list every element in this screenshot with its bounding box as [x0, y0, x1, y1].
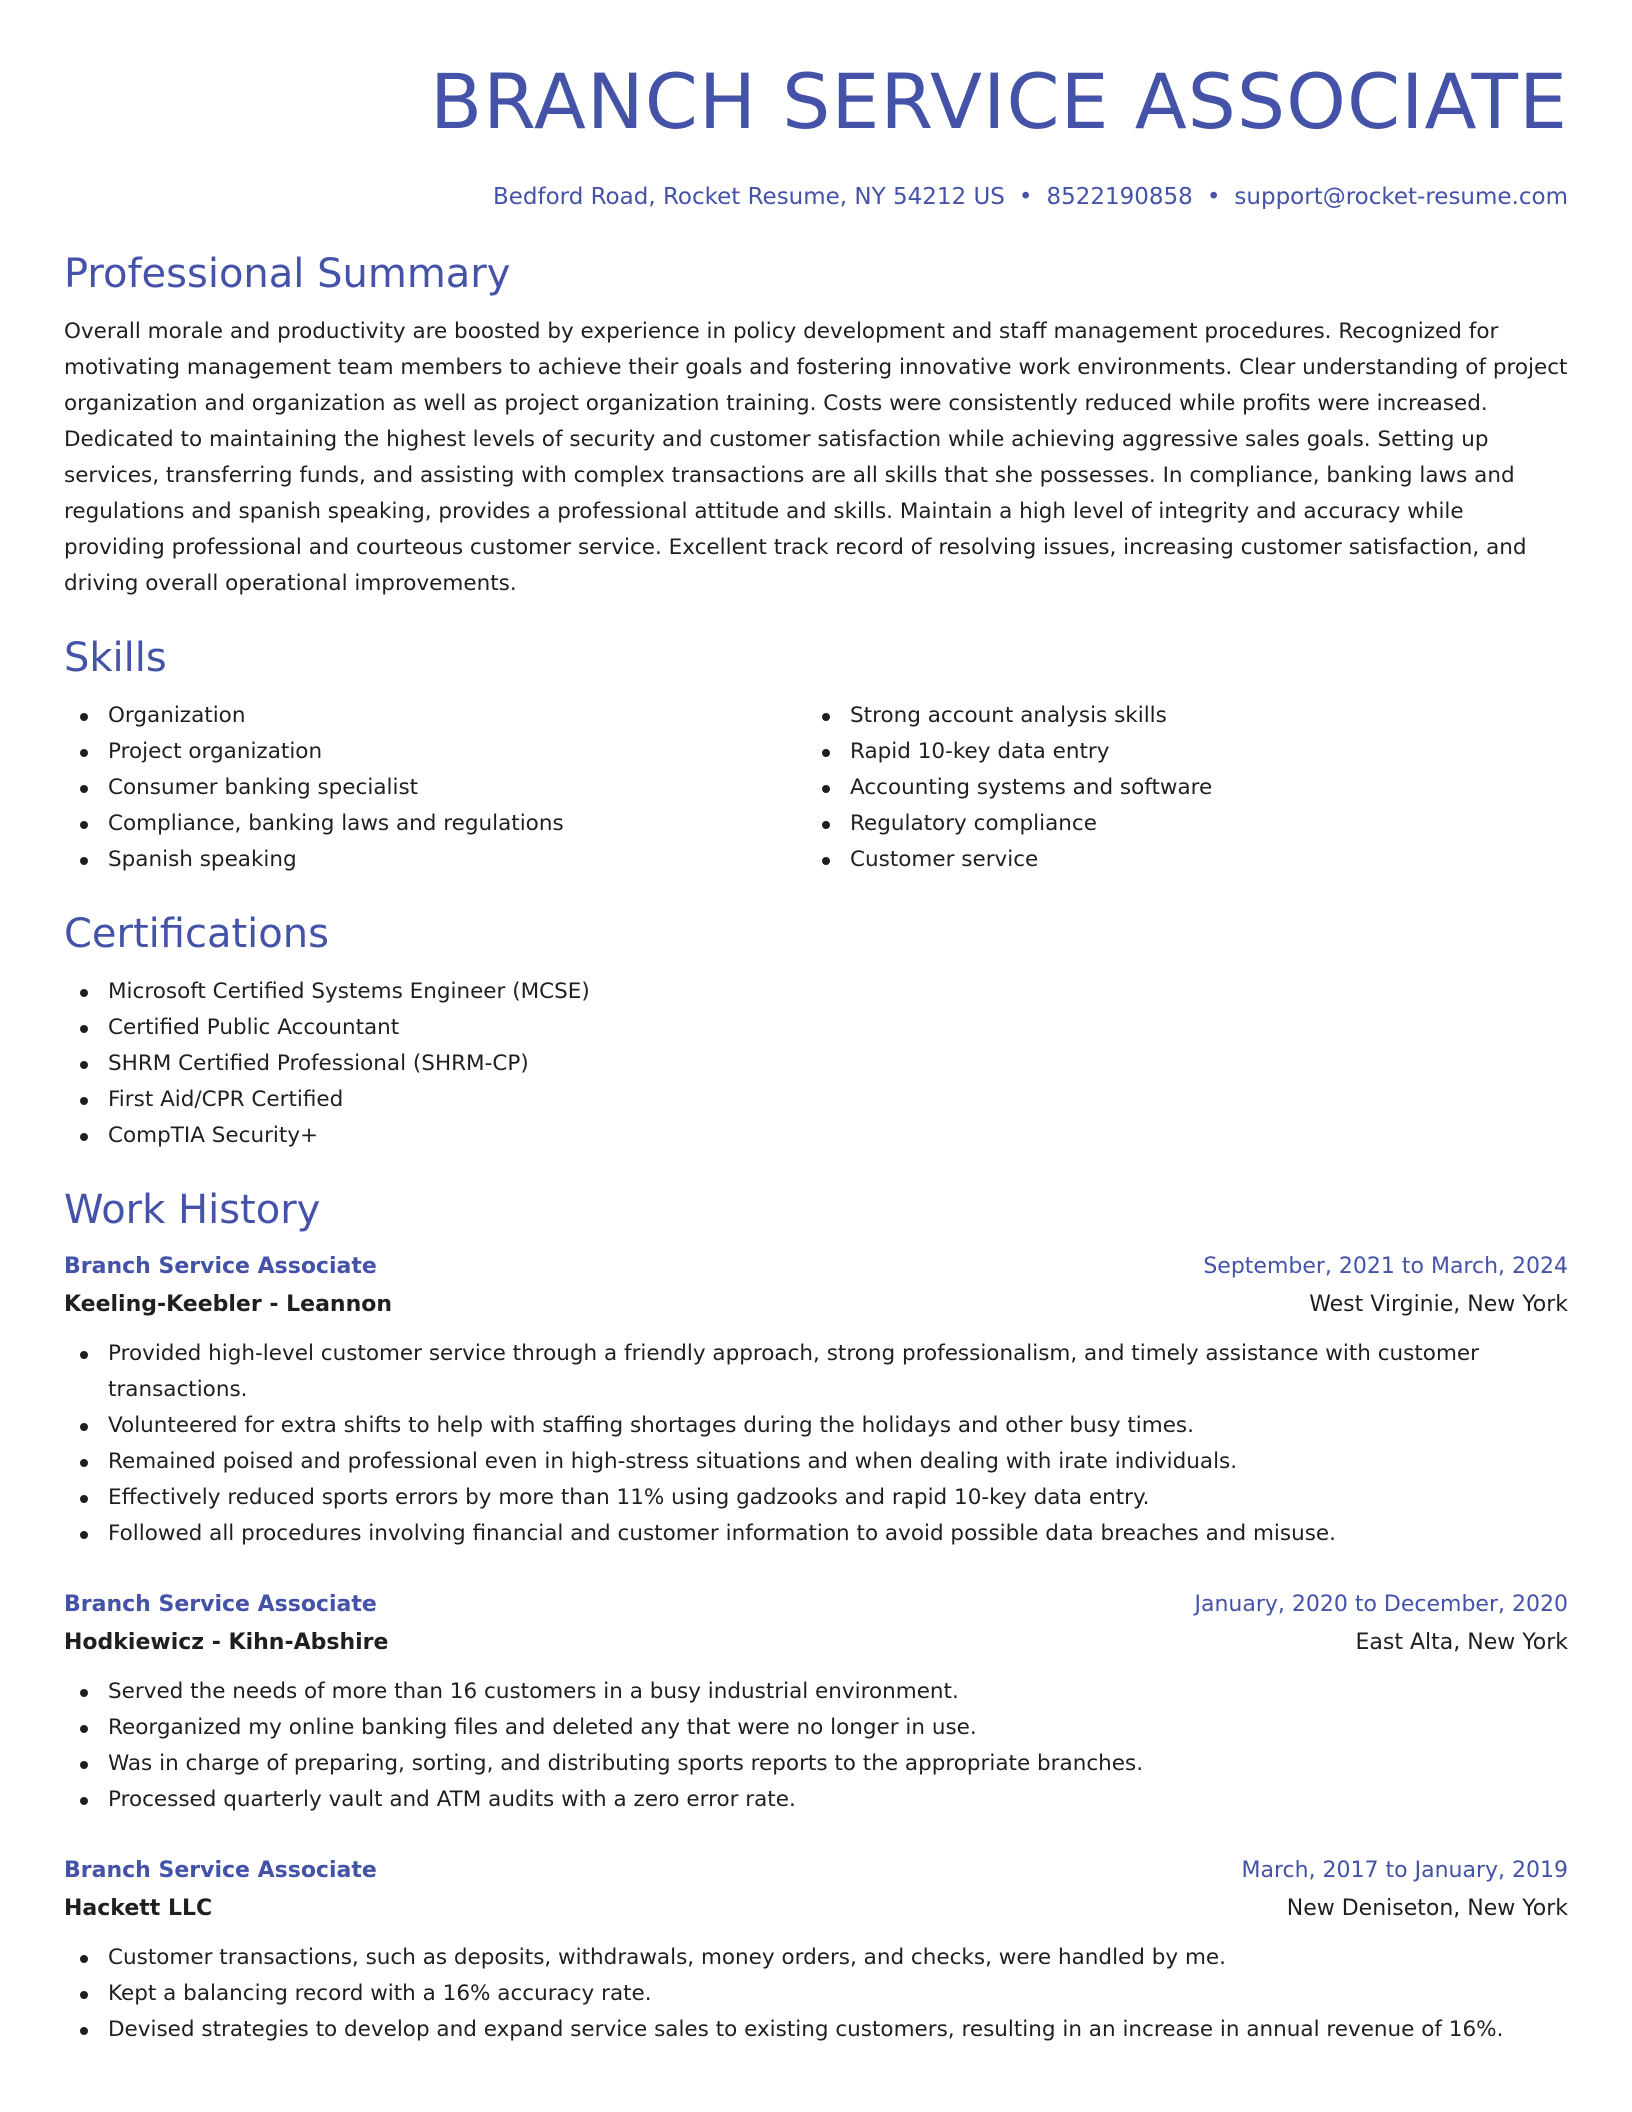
bullet-dot	[80, 749, 88, 757]
job-bullet	[64, 1710, 1568, 1746]
certification-item	[64, 1010, 1568, 1046]
job-bullet	[64, 1674, 1568, 1710]
contact-separator: •	[1206, 184, 1221, 210]
certification-item	[64, 1046, 1568, 1082]
bullet-dot	[80, 1725, 88, 1733]
certification-label: Microsoft Certified Systems Engineer (MCSE)	[108, 979, 590, 1004]
skill-item	[806, 698, 1548, 734]
certification-item	[64, 1082, 1568, 1118]
resume-title: BRANCH SERVICE ASSOCIATE	[430, 57, 1568, 146]
bullet-dot	[80, 1495, 88, 1503]
bullet-dot	[80, 989, 88, 997]
skill-label: Spanish speaking	[108, 847, 297, 872]
job-location: New Deniseton, New York	[1286, 1896, 1568, 1921]
resume-page	[64, 52, 1568, 2048]
contact-phone: 8522190858	[1046, 184, 1193, 210]
job-bullet	[64, 1516, 1568, 1552]
job-bullets	[64, 1674, 1568, 1818]
bullet-dot	[80, 1531, 88, 1539]
job-bullet-text: Was in charge of preparing, sorting, and distributing sports reports to the appropriate branches.	[108, 1751, 1144, 1776]
skill-label: Compliance, banking laws and regulations	[108, 811, 564, 836]
skill-label: Project organization	[108, 739, 323, 764]
bullet-dot	[80, 1061, 88, 1069]
certifications-list	[64, 974, 1568, 1154]
bullet-dot	[80, 713, 88, 721]
job-bullet	[64, 1336, 1568, 1408]
skill-item	[806, 770, 1548, 806]
bullet-dot	[822, 749, 830, 757]
certifications-heading: Certifications	[64, 911, 329, 957]
job-bullet	[64, 1746, 1568, 1782]
bullet-dot	[80, 1025, 88, 1033]
contact-separator: •	[1018, 184, 1033, 210]
certification-label: Certified Public Accountant	[108, 1015, 400, 1040]
job-bullet	[64, 1976, 1568, 2012]
job-bullet-text: Effectively reduced sports errors by more than 11% using gadzooks and rapid 10-key data entry.	[108, 1485, 1150, 1510]
skill-item	[64, 770, 806, 806]
job-entry	[64, 1248, 1568, 1552]
job-company-row	[64, 1890, 1568, 1928]
job-dates: March, 2017 to January, 2019	[1241, 1858, 1568, 1883]
job-bullet	[64, 1782, 1568, 1818]
job-bullet	[64, 1444, 1568, 1480]
skill-label: Strong account analysis skills	[850, 703, 1167, 728]
work-history-heading: Work History	[64, 1187, 321, 1233]
job-header-row	[64, 1586, 1568, 1624]
skill-item	[64, 734, 806, 770]
bullet-dot	[80, 1955, 88, 1963]
bullet-dot	[80, 1097, 88, 1105]
job-bullet-text: Customer transactions, such as deposits, withdrawals, money orders, and checks, were handled by me.	[108, 1945, 1226, 1970]
skill-label: Organization	[108, 703, 246, 728]
bullet-dot	[80, 1423, 88, 1431]
skill-item	[806, 806, 1548, 842]
skill-label: Consumer banking specialist	[108, 775, 419, 800]
job-bullet-text: Provided high-level customer service through a friendly approach, strong professionalism, and timely assistance with customer transactions.	[108, 1341, 1479, 1402]
job-bullets	[64, 1940, 1568, 2048]
bullet-dot	[822, 713, 830, 721]
job-title: Branch Service Associate	[64, 1858, 377, 1883]
job-bullet-text: Volunteered for extra shifts to help with staffing shortages during the holidays and other busy times.	[108, 1413, 1194, 1438]
job-bullet	[64, 1408, 1568, 1444]
bullet-dot	[80, 1351, 88, 1359]
bullet-dot	[80, 2027, 88, 2035]
job-bullet-text: Devised strategies to develop and expand service sales to existing customers, resulting in an increase in annual revenue of 16%.	[108, 2017, 1504, 2042]
bullet-dot	[822, 821, 830, 829]
job-bullet-text: Followed all procedures involving financial and customer information to avoid possible data breaches and misuse.	[108, 1521, 1336, 1546]
bullet-dot	[80, 1459, 88, 1467]
job-company: Keeling-Keebler - Leannon	[64, 1292, 393, 1317]
skill-item	[64, 806, 806, 842]
skill-label: Customer service	[850, 847, 1039, 872]
bullet-dot	[822, 785, 830, 793]
job-entry	[64, 1852, 1568, 2048]
bullet-dot	[80, 1991, 88, 1999]
job-dates: January, 2020 to December, 2020	[1194, 1592, 1568, 1617]
certification-item	[64, 974, 1568, 1010]
job-dates: September, 2021 to March, 2024	[1203, 1254, 1568, 1279]
job-company-row	[64, 1624, 1568, 1662]
certification-label: SHRM Certified Professional (SHRM-CP)	[108, 1051, 529, 1076]
job-company: Hackett LLC	[64, 1896, 213, 1921]
job-bullet	[64, 1480, 1568, 1516]
skill-item	[64, 698, 806, 734]
skill-label: Regulatory compliance	[850, 811, 1097, 836]
skills-heading: Skills	[64, 635, 167, 681]
bullet-dot	[80, 1133, 88, 1141]
skill-label: Rapid 10-key data entry	[850, 739, 1110, 764]
skills-grid	[64, 698, 1568, 878]
job-bullets	[64, 1336, 1568, 1552]
bullet-dot	[80, 1689, 88, 1697]
skill-item	[64, 842, 806, 878]
skills-right-list	[806, 698, 1548, 878]
job-location: East Alta, New York	[1355, 1630, 1568, 1655]
skills-left-list	[64, 698, 806, 878]
job-header-row	[64, 1852, 1568, 1890]
job-bullet-text: Processed quarterly vault and ATM audits with a zero error rate.	[108, 1787, 796, 1812]
bullet-dot	[80, 785, 88, 793]
job-entry	[64, 1586, 1568, 1818]
skill-item	[806, 734, 1548, 770]
job-bullet-text: Remained poised and professional even in high-stress situations and when dealing with irate individuals.	[108, 1449, 1238, 1474]
bullet-dot	[80, 1797, 88, 1805]
job-bullet-text: Served the needs of more than 16 customers in a busy industrial environment.	[108, 1679, 959, 1704]
bullet-dot	[80, 821, 88, 829]
summary-heading: Professional Summary	[64, 251, 511, 297]
bullet-dot	[822, 857, 830, 865]
job-bullet-text: Reorganized my online banking files and deleted any that were no longer in use.	[108, 1715, 977, 1740]
skill-item	[806, 842, 1548, 878]
certification-item	[64, 1118, 1568, 1154]
job-location: West Virginie, New York	[1309, 1292, 1568, 1317]
job-bullet	[64, 2012, 1568, 2048]
summary-text: Overall morale and productivity are boosted by experience in policy development and staff management procedures. Recognized for motivating management team members to achieve their goals and fostering innovative work environments. Clear understanding of project organization and organization as well as project organization training. Costs were consistently reduced while profits were increased. Dedicated to maintaining the highest levels of security and customer satisfaction while achieving aggressive sales goals. Setting up services, transferring funds, and assisting with complex transactions are all skills that she possesses. In compliance, banking laws and regulations and spanish speaking, provides a professional attitude and skills. Maintain a high level of integrity and accuracy while providing professional and courteous customer service. Excellent track record of resolving issues, increasing customer satisfaction, and driving overall operational improvements.	[64, 319, 1568, 596]
bullet-dot	[80, 1761, 88, 1769]
contact-email[interactable]: support@rocket-resume.com	[1234, 184, 1568, 210]
job-company-row	[64, 1286, 1568, 1324]
skill-label: Accounting systems and software	[850, 775, 1213, 800]
job-company: Hodkiewicz - Kihn-Abshire	[64, 1630, 389, 1655]
job-title: Branch Service Associate	[64, 1592, 377, 1617]
bullet-dot	[80, 857, 88, 865]
certification-label: First Aid/CPR Certified	[108, 1087, 344, 1112]
certification-label: CompTIA Security+	[108, 1123, 319, 1148]
contact-line	[64, 182, 1568, 212]
job-bullet-text: Kept a balancing record with a 16% accuracy rate.	[108, 1981, 652, 2006]
contact-address: Bedford Road, Rocket Resume, NY 54212 US	[492, 184, 1005, 210]
job-header-row	[64, 1248, 1568, 1286]
job-title: Branch Service Associate	[64, 1254, 377, 1279]
job-bullet	[64, 1940, 1568, 1976]
